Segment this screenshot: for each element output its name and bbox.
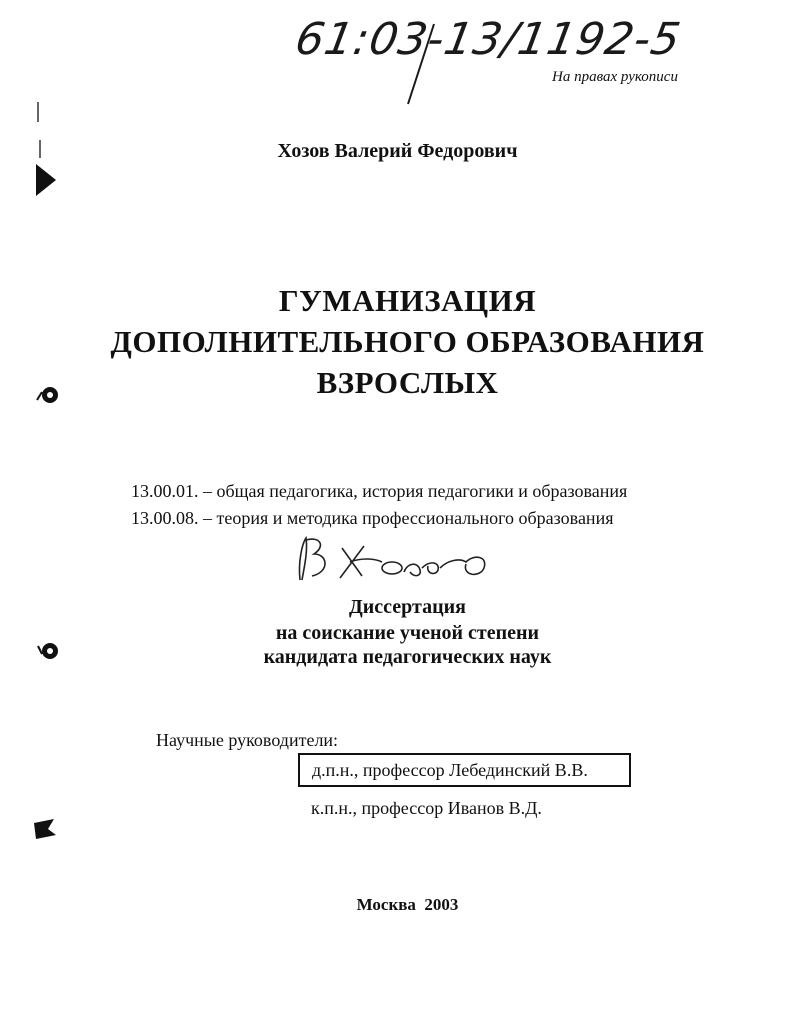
title-line-2: ДОПОЛНИТЕЛЬНОГО ОБРАЗОВАНИЯ xyxy=(110,324,705,359)
rights-notice: На правах рукописи xyxy=(552,69,678,85)
city: Москва xyxy=(356,895,416,914)
author-signature xyxy=(290,532,500,588)
title-line-3: ВЗРОСЛЫХ xyxy=(316,365,499,400)
handwritten-slash-stroke xyxy=(400,20,440,110)
title-line-1: ГУМАНИЗАЦИЯ xyxy=(278,283,537,318)
dissertation-field-line: кандидата педагогических наук xyxy=(263,646,552,668)
binding-arrow-mark xyxy=(30,815,60,845)
city-year-line xyxy=(0,895,795,915)
author-name: Хозов Валерий Федорович xyxy=(277,140,518,162)
year: 2003 xyxy=(424,895,459,914)
dissertation-degree-line: на соискание ученой степени xyxy=(275,622,540,644)
dissertation-heading: Диссертация xyxy=(349,596,466,618)
handwritten-archive-code: 61:03-13/1192-5 xyxy=(291,14,685,65)
specialty-line-1: 13.00.01. – общая педагогика, история педагогики и образования xyxy=(131,481,628,501)
secondary-advisor: к.п.н., профессор Иванов В.Д. xyxy=(311,798,542,818)
advisors-label: Научные руководители: xyxy=(156,730,339,750)
specialty-line-2: 13.00.08. – теория и методика профессионального образования xyxy=(131,508,614,528)
primary-advisor-box: д.п.н., профессор Лебединский В.В. xyxy=(298,753,631,787)
